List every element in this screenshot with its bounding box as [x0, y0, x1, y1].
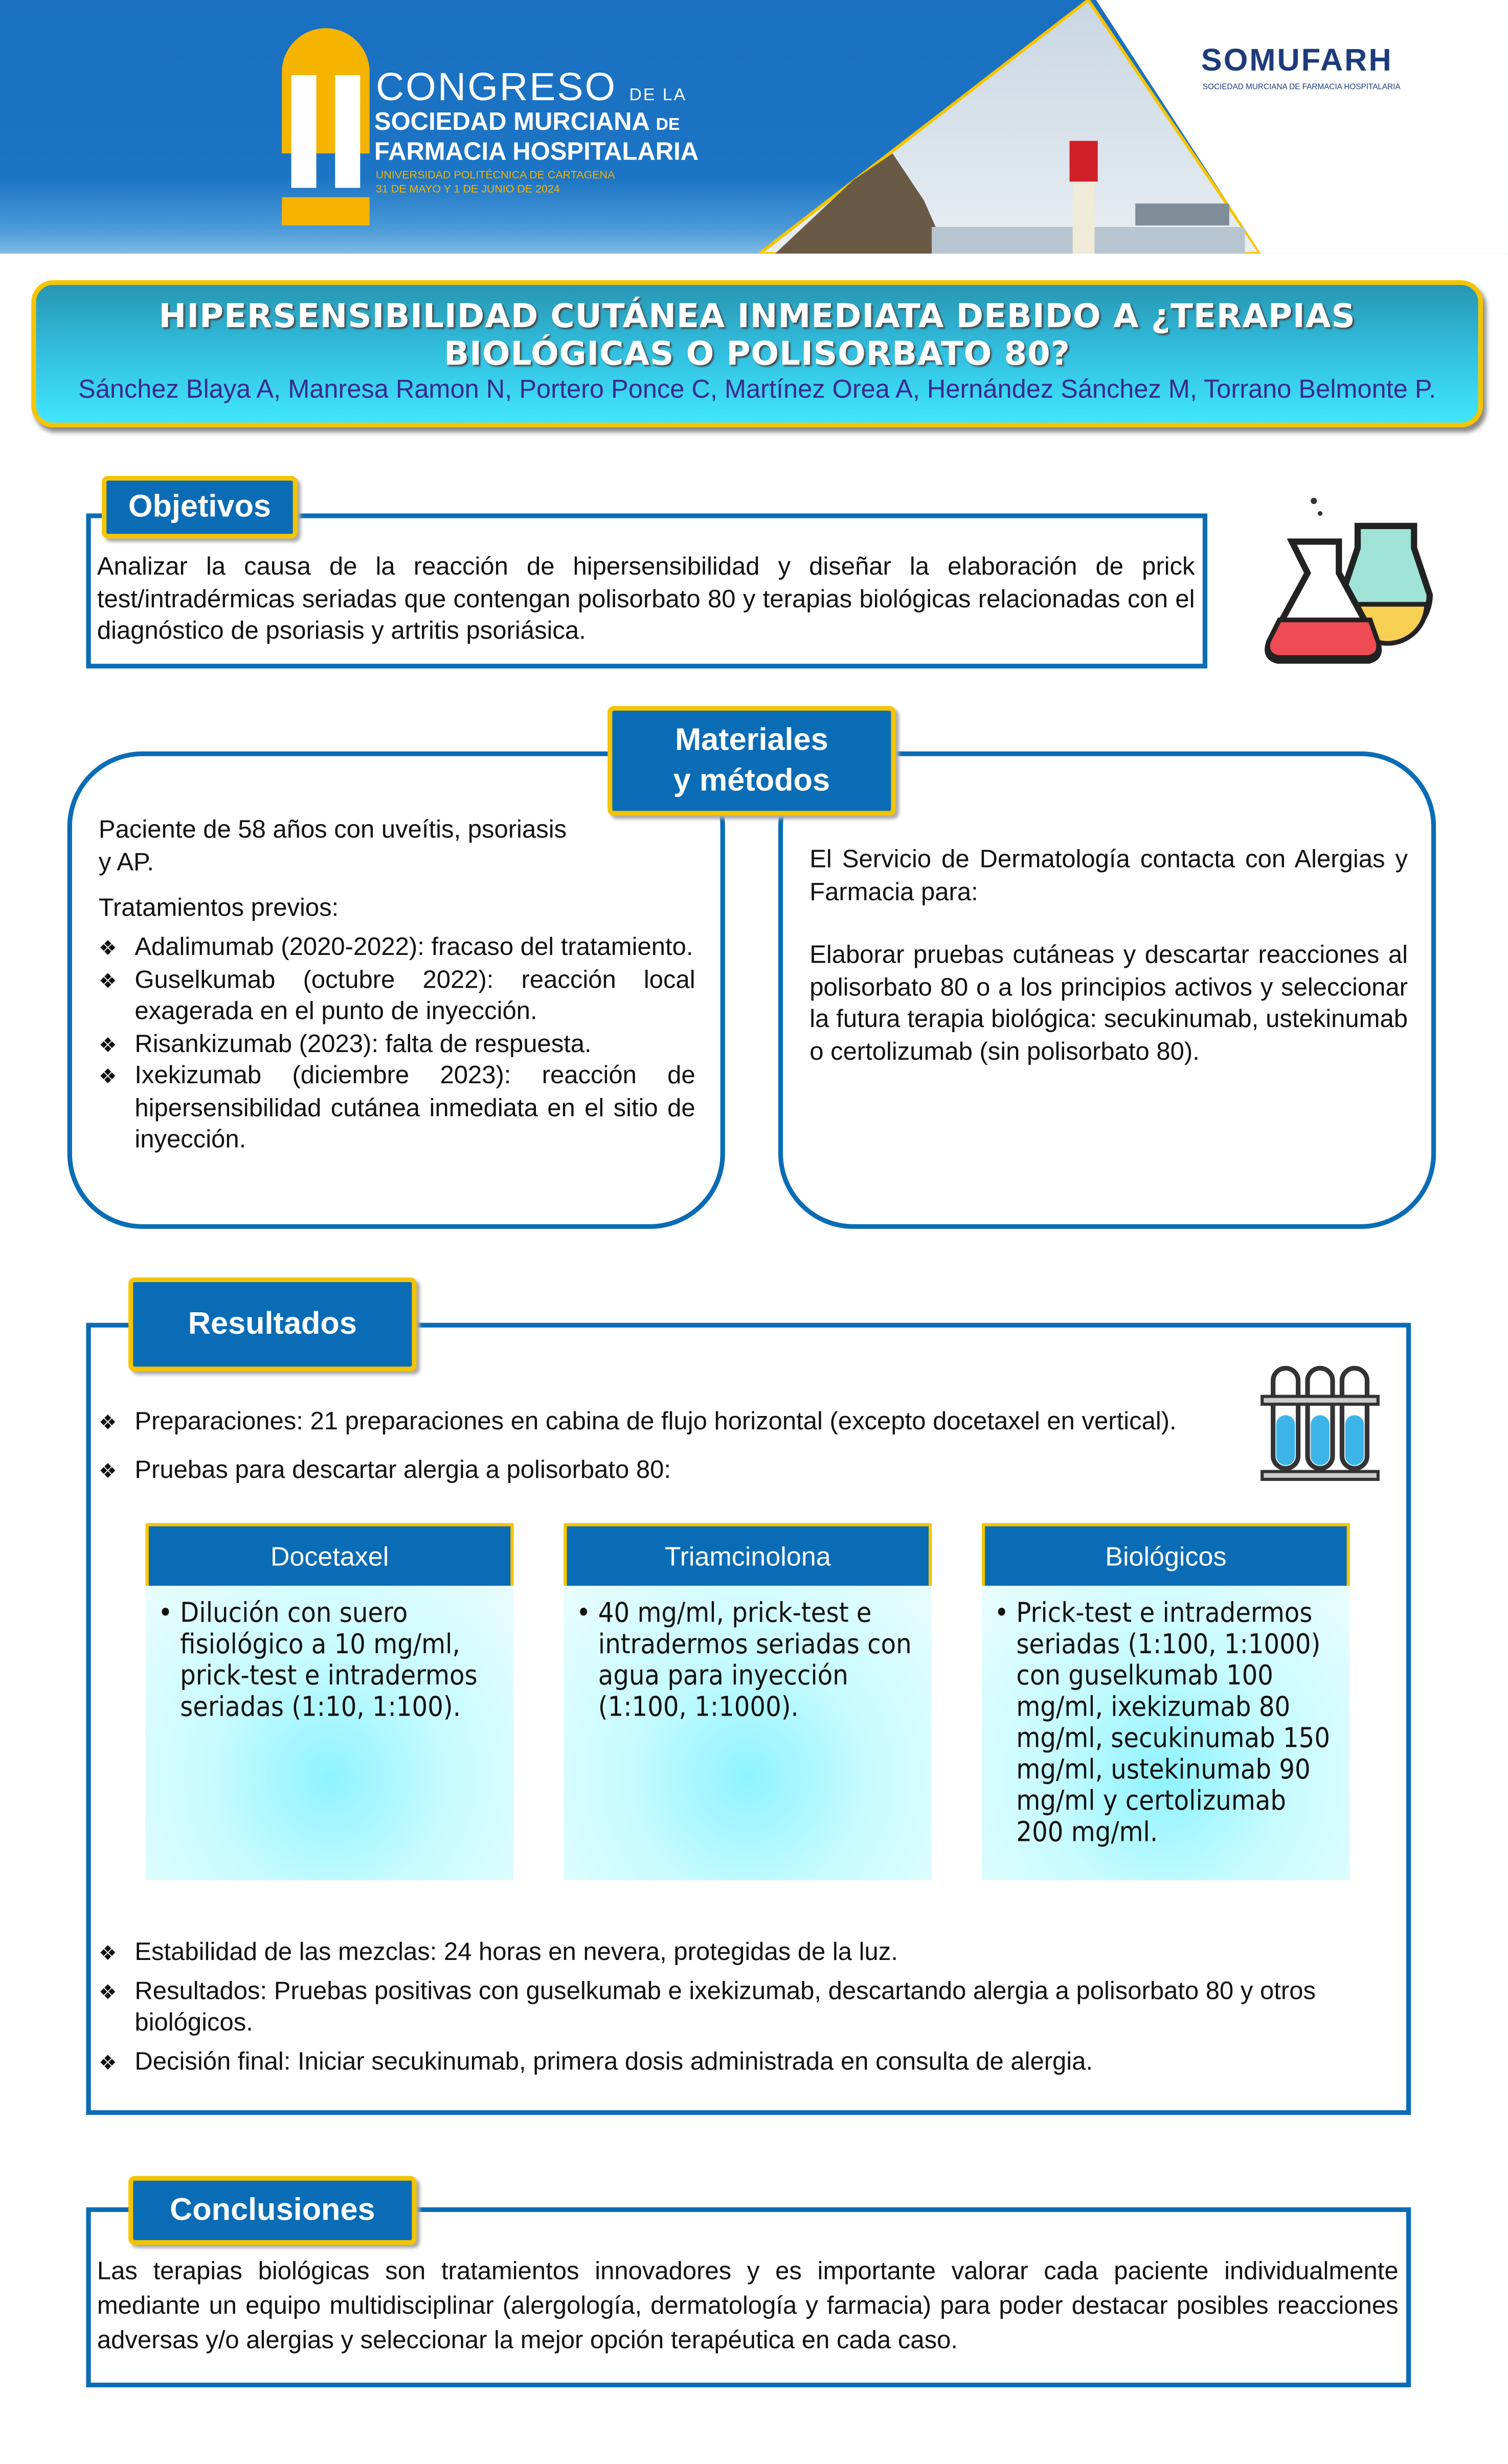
de-text: DE	[656, 116, 680, 135]
society-line1-text: SOCIEDAD MURCIANA	[374, 109, 649, 136]
treatments-list	[99, 933, 695, 1157]
materiales-label-line1: Materiales	[675, 723, 828, 758]
congress-word	[376, 66, 687, 111]
treatments-label: Tratamientos previos:	[98, 895, 339, 922]
poster-title	[36, 298, 1478, 373]
conclusiones-label: Conclusiones	[128, 2176, 416, 2245]
title-line1: HIPERSENSIBILIDAD CUTÁNEA INMEDIATA DEBIDO A ¿TERAPIAS	[159, 297, 1356, 335]
test-tubes-icon	[1257, 1353, 1383, 1484]
conclusiones-text: Las terapias biológicas son tratamientos innovadores y es importante valorar cada paciente individualmente mediante un equipo multidisciplinar (alergología, dermatología y farmacia) para poder destacar posibles reacciones adversas y/o alergias y seleccionar la mejor opción terapéutica en cada caso.	[97, 2258, 1399, 2355]
congress-logo-mark	[279, 28, 373, 197]
patient-intro: Paciente de 58 años con uveítis, psoriasis y AP.	[98, 817, 567, 876]
servicio-text: El Servicio de Dermatología contacta con Alergias y Farmacia para:	[809, 847, 1408, 906]
resultados-bullet: ❖ Resultados: Pruebas positivas con guselkumab e ixekizumab, descartando alergia a polisorbato 80 y otros biológicos.	[99, 1976, 1399, 2041]
bullet-dot: •	[576, 1598, 591, 1630]
congress-text: CONGRESO	[375, 65, 617, 110]
card-title: Docetaxel	[146, 1523, 514, 1586]
resultados-top-list	[99, 1407, 1289, 1487]
flasks-icon	[1261, 495, 1436, 667]
card-title: Triamcinolona	[564, 1523, 932, 1586]
card-triamcinolona	[564, 1523, 932, 1880]
objective-pruebas-text: Elaborar pruebas cutáneas y descartar reacciones al polisorbato 80 o a los principios activos y seleccionar la futura terapia biológica: secukinumab, ustekinumab o certolizumab (sin polisorbato 80).	[809, 942, 1408, 1065]
bullet-dot: •	[994, 1598, 1009, 1630]
card-body	[564, 1586, 932, 1880]
treatment-item: ❖ Risankizumab (2023): falta de respuesta.	[99, 1029, 695, 1061]
resultados-label: Resultados	[128, 1277, 416, 1372]
materiales-right-box	[778, 751, 1436, 1229]
somufarh-logo: SOMUFARH	[1201, 43, 1393, 79]
card-title: Biológicos	[982, 1523, 1350, 1586]
title-line2: BIOLÓGICAS O POLISORBATO 80?	[444, 335, 1071, 373]
society-line2: FARMACIA HOSPITALARIA	[374, 139, 699, 166]
card-text: Dilución con suero fisiológico a 10 mg/ml, prick-test e intradermos seriadas (1:10, 1:100).	[180, 1598, 478, 1724]
bullet-dot: •	[158, 1598, 173, 1630]
treatment-item: ❖ Ixekizumab (diciembre 2023): reacción de hipersensibilidad cutánea inmediata en el sitio de inyección.	[99, 1061, 695, 1157]
resultados-bottom-list	[99, 1938, 1399, 2079]
society-line1	[374, 109, 680, 138]
card-biologicos	[982, 1523, 1350, 1880]
resultados-bullet: ❖ Decisión final: Iniciar secukinumab, primera dosis administrada en consulta de alergia.	[99, 2047, 1399, 2079]
card-text: Prick-test e intradermos seriadas (1:100, 1:1000) con guselkumab 100 mg/ml, ixekizumab 80 mg/ml, secukinumab 150 mg/ml, ustekinumab 90 mg/ml y certolizumab 200 mg/ml.	[1016, 1598, 1331, 1849]
objetivos-text: Analizar la causa de la reacción de hipersensibilidad y diseñar la elaboración de prick test/intradérmicas seriadas que contengan polisorbato 80 y terapias biológicas relacionadas con el diagnóstico de psoriasis y artritis psoriásica.	[97, 554, 1195, 645]
title-box	[31, 280, 1483, 427]
card-docetaxel	[146, 1523, 514, 1880]
card-body	[982, 1586, 1350, 1880]
somufarh-subtitle: SOCIEDAD MURCIANA DE FARMACIA HOSPITALARIA	[1202, 83, 1401, 93]
treatment-item: ❖ Adalimumab (2020-2022): fracaso del tratamiento.	[99, 933, 695, 965]
header-banner	[0, 0, 1508, 254]
materiales-left-box	[67, 751, 725, 1229]
card-text: 40 mg/ml, prick-test e intradermos seriadas con agua para inyección (1:100, 1:1000).	[598, 1598, 912, 1724]
treatment-item: ❖ Guselkumab (octubre 2022): reacción local exagerada en el punto de inyección.	[99, 965, 695, 1030]
card-body	[146, 1586, 514, 1880]
resultados-bullet: ❖ Estabilidad de las mezclas: 24 horas en nevera, protegidas de la luz.	[99, 1938, 1399, 1970]
venue-text: UNIVERSIDAD POLITÉCNICA DE CARTAGENA	[375, 170, 615, 182]
resultados-bullet: ❖ Preparaciones: 21 preparaciones en cabina de flujo horizontal (excepto docetaxel en vertical).	[99, 1407, 1289, 1440]
materiales-label	[607, 706, 895, 815]
resultados-bullet: ❖ Pruebas para descartar alergia a polisorbato 80:	[99, 1455, 1289, 1487]
de-la-text: DE LA	[629, 86, 687, 105]
objetivos-label: Objetivos	[102, 476, 298, 538]
materiales-label-line2: y métodos	[673, 764, 830, 798]
authors: Sánchez Blaya A, Manresa Ramon N, Portero Ponce C, Martínez Orea A, Hernández Sánchez M, Torrano Belmonte P.	[78, 375, 1436, 404]
dates-text: 31 DE MAYO Y 1 DE JUNIO DE 2024	[375, 185, 560, 196]
